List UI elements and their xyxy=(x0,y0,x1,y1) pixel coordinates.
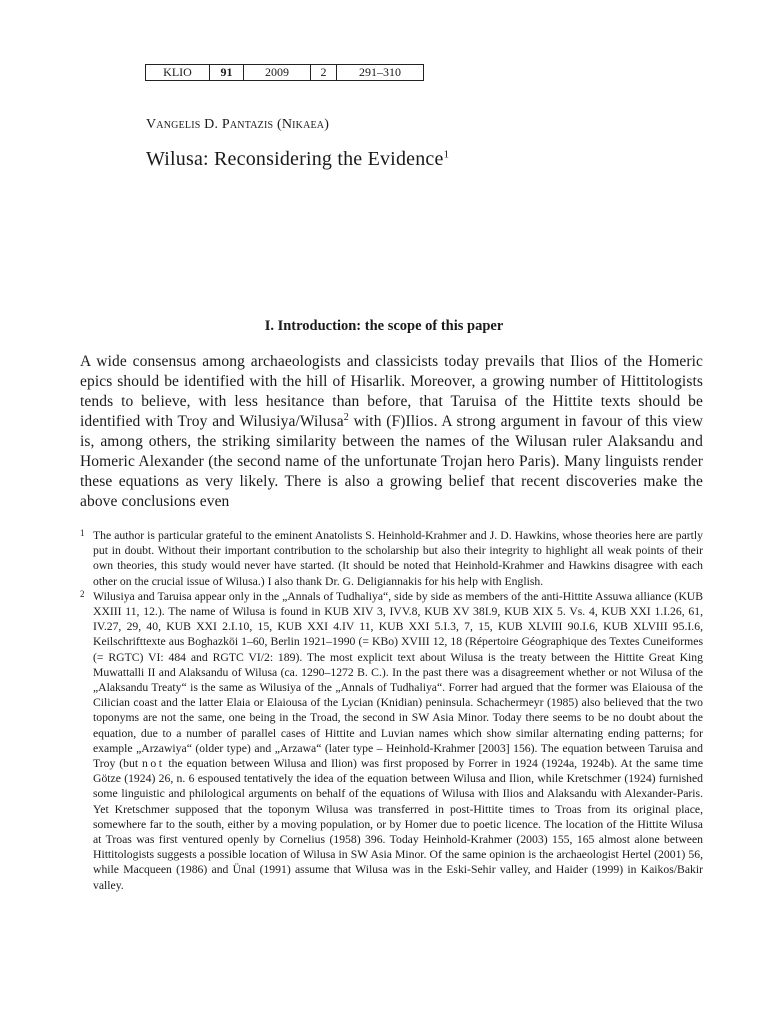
section-heading: I. Introduction: the scope of this paper xyxy=(264,318,504,334)
journal-pages: 291–310 xyxy=(359,65,401,79)
footnote-marker: 1 xyxy=(80,528,85,538)
journal-issue: 2 xyxy=(311,65,337,80)
author-line: Vangelis D. Pantazis (Nikaea) xyxy=(146,117,330,132)
footnotes-section xyxy=(80,528,703,893)
intro-paragraph xyxy=(80,352,703,512)
footnote-2 xyxy=(80,589,703,893)
footnote-emphasis: not xyxy=(142,757,165,771)
paper-title: Wilusa: Reconsidering the Evidence xyxy=(146,148,444,170)
paragraph-footnote-ref[interactable]: 2 xyxy=(343,411,349,423)
journal-volume: 91 xyxy=(210,65,244,80)
paper-title-block xyxy=(146,148,449,171)
footnote-1 xyxy=(80,528,703,589)
paragraph-text-1: A wide consensus among archaeologists and classicists today prevails that Ilios of the Homeric epics should be identified with the hill of Hisarlik. Moreover, a growing number of Hittitologists tends to believe, with less hesitance than before, that Taruisa of the Hittite texts should be identified with Troy and Wilusiya/Wilusa xyxy=(80,353,703,430)
footnote-text-part-a: Wilusiya and Taruisa appear only in the „Annals of Tudhaliya“, side by side as members of the anti-Hittite Assuwa alliance (KUB XXIII 11, 12.). The name of Wilusa is found in KUB XIV 3, IVV.8, KUB XV 38I.9, KUB XIX 5. Vs. 4, KUB XXI 1.I.26, 61, IV.27, 29, 40, KUB XXI 2.I.10, 15, KUB XXI 4.IV 11, KUB XXI 5.I.3, 7, 15, KUB XLVIII 90.I.6, KUB XLVIII 95.I.6, Keilschrifttexte aus Boghazköi 1–60, Berlin 1921–1990 (= KBo) XVIII 12, 18 (Répertoire Géographique des Textes Cuneiformes (= RGTC) VI: 484 and RGTC VI/2: 189). The most explicit text about Wilusa is the treaty between the Hittite Great King Muwattalli II and Alaksandu of Wilusa (ca. 1290–1272 B. C.). In the past there was a disagreement whether or not Wilusa of the „Alaksandu Treaty“ is the same as Wilusiya of the „Annals of Tudhaliya“. Forrer had argued that the former was Elaiousa of the Cilician coast and the latter Elaia or Elaiousa of the Lycian (Knidian) peninsula. Schachermeyr (1985) also believed that the two toponyms are not the same, one being in the Troad, the second in SW Asia Minor. Today there seems to be no doubt about the equation, due to a number of parallel cases of Hittite and Luvian names which show similar alternating ending patterns; for example „Arzawiya“ (older type) and „Arzawa“ (later type – Heinhold-Krahmer [2003] 156). The equation between Taruisa and Troy (but xyxy=(93,589,703,771)
paragraph-text-2: with (F)Ilios. A strong argument in favour of this view is, among others, the striking similarity between the names of the Wilusan ruler Alaksandu and Homeric Alexander (the second name of the unfortunate Trojan hero Paris). Many linguists render these equations as very likely. There is also a growing belief that recent discoveries make the above conclusions even xyxy=(80,413,703,510)
journal-name: KLIO xyxy=(146,65,210,80)
footnote-text: The author is particular grateful to the eminent Anatolists S. Heinhold-Krahmer and J. D. Hawkins, whose theories here are partly put in doubt. Without their important contribution to the scholarship but also their integrity to highlight all weak points of their own theories, this study would never have started. (It should be noted that Heinhold-Krahmer and Hawkins disagree with each other on the crucial issue of Wilusa.) I also thank Dr. G. Deligiannakis for his help with English. xyxy=(93,529,703,588)
title-footnote-ref[interactable]: 1 xyxy=(443,148,450,161)
journal-year: 2009 xyxy=(244,65,311,80)
footnote-text-part-b: the equation between Wilusa and Ilion) was first proposed by Forrer in 1924 (1924a, 1924b). At the same time Götze (1924) 26, n. 6 espoused tentatively the idea of the equation between Wilusa and Ilion, while Kretschmer (1924) furnished some linguistic and philological arguments on behalf of the equations of Wilusa with Ilios and Alaksandu with Alexander-Paris. Yet Kretschmer supposed that the toponym Wilusa was transferred in post-Hittite times to Troas from its original place, somewhere far to the south, either by a moving population, or by Homer due to poetic licence. The location of the Hittite Wilusa at Troas was first ventured openly by Cornelius (1958) 396. Today Heinhold-Krahmer (2003) 155, 165 almost alone between Hittitologists suggests a possible location of Wilusa in SW Asia Minor. Of the same opinion is the archaeologist Hertel (2001) 56, while Macqueen (1986) and Ünal (1991) assume that Wilusa was in the Eski-Sehir valley, and Haider (1999) in Kaikos/Bakir valley. xyxy=(93,757,704,892)
footnote-marker: 2 xyxy=(80,588,85,599)
journal-citation-box xyxy=(145,64,424,81)
